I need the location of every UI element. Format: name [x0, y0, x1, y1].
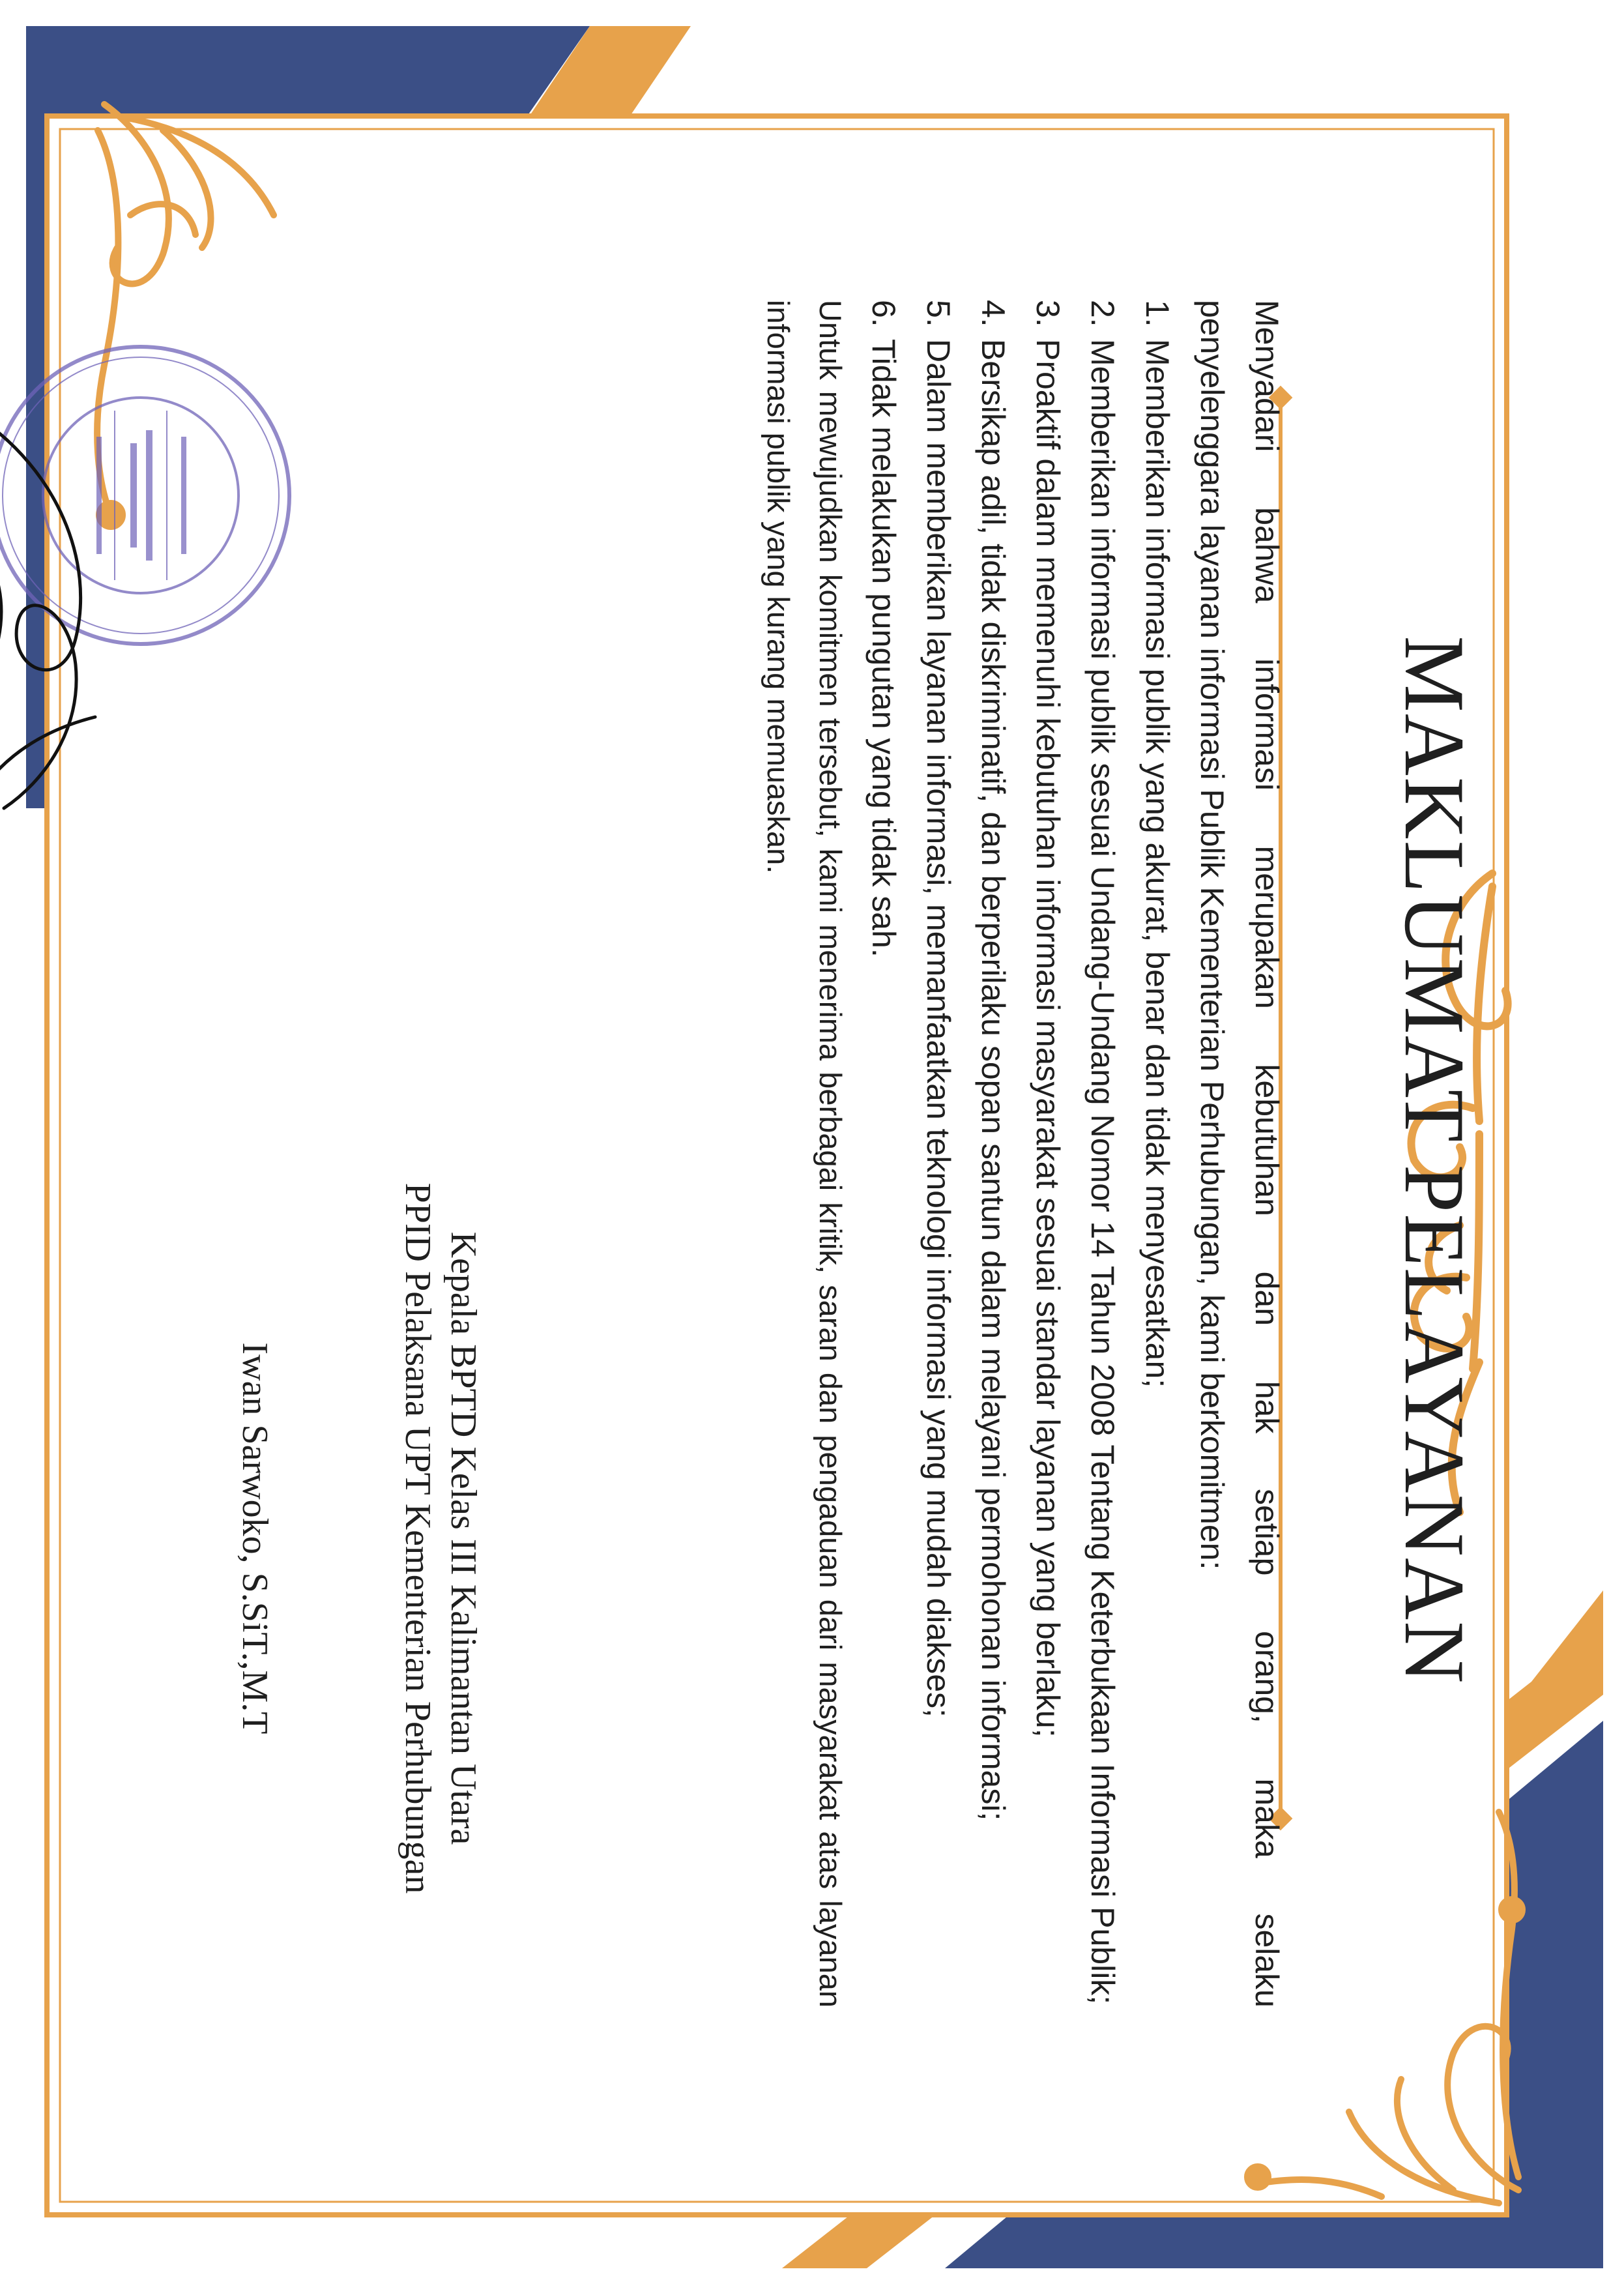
- list-item-text: Memberikan informasi publik yang akurat, benar dan tidak menyesatkan;: [1139, 339, 1176, 1388]
- signatory-position: Kepala BPTD Kelas III Kalimantan Utara: [443, 1231, 484, 1845]
- list-item: [1130, 300, 1185, 2008]
- closing-paragraph: Untuk mewujudkan komitmen tersebut, kami menerima berbagai kritik, saran dan pengaduan dari masyarakat atas layanan informasi publik yang kurang memuaskan.: [761, 300, 848, 2008]
- list-item-text: Memberikan informasi publik sesuai Undang-Undang Nomor 14 Tahun 2008 Tentang Keterbukaan Informasi Publik;: [1084, 339, 1121, 2005]
- list-item: [966, 300, 1021, 2008]
- list-item-text: Tidak melakukan pungutan yang tidak sah.: [865, 339, 902, 957]
- commitment-list: [856, 300, 1185, 2008]
- list-item-text: Proaktif dalam memenuhi kebutuhan informasi masyarakat sesuai standar layanan yang berlaku;: [1030, 339, 1066, 1738]
- list-item-number: 4.: [975, 300, 1011, 327]
- document-body: [752, 300, 1294, 2008]
- list-item-number: 2.: [1084, 300, 1121, 327]
- intro-tail-line: penyelenggara layanan informasi Publik Kementerian Perhubungan, kami berkomitmen:: [1194, 300, 1230, 1570]
- signature-block: [232, 984, 486, 2092]
- list-item: [856, 300, 911, 2008]
- document-title: MAKLUMAT PELAYANAN: [1387, 636, 1483, 1685]
- document-content: [160, 176, 1503, 2144]
- list-item-text: Bersikap adil, tidak diskriminatif, dan berperilaku sopan santun dalam melayani permohonan informasi;: [975, 339, 1011, 1821]
- list-item-number: 3.: [1030, 300, 1066, 327]
- handwritten-signature: [0, 391, 173, 913]
- list-item: [1021, 300, 1075, 2008]
- intro-line: Menyadari bahwa informasi merupakan kebutuhan dan hak setiap orang, maka selaku: [1249, 300, 1285, 2008]
- list-item-text: Dalam memberikan layanan informasi, memanfaatkan teknologi informasi yang mudah diakses;: [920, 339, 957, 1718]
- signatory-unit: PPID Pelaksana UPT Kementerian Perhubungan: [398, 1182, 438, 1894]
- signatory-name: Iwan Sarwoko, S.SiT.,M.T: [235, 1342, 275, 1734]
- list-item-number: 1.: [1139, 300, 1176, 327]
- list-item-number: 5.: [920, 300, 957, 327]
- list-item-number: 6.: [865, 300, 902, 327]
- list-item: [911, 300, 966, 2008]
- list-item: [1075, 300, 1130, 2008]
